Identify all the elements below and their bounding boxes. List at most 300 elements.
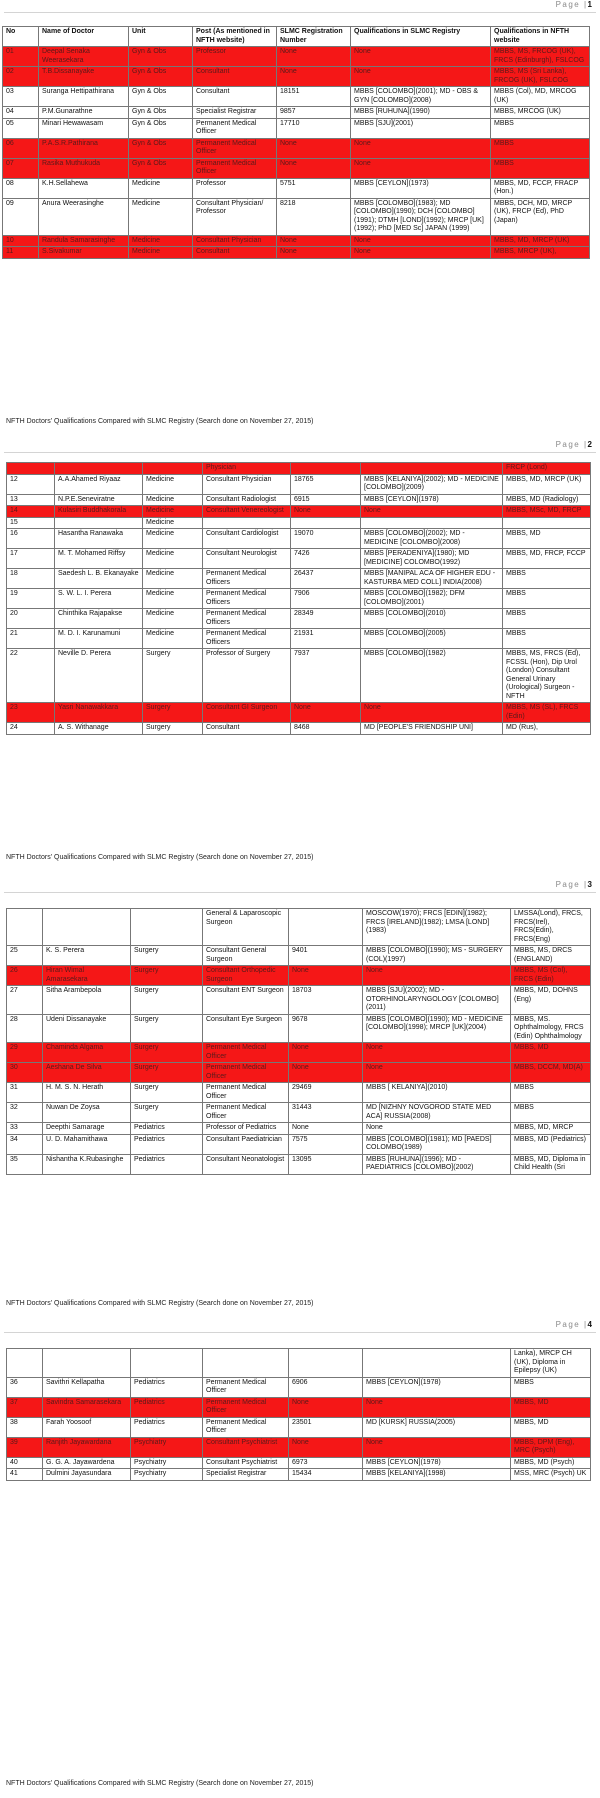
cell-no: 22 [7, 649, 55, 703]
cell-registry-qualifications [363, 1349, 511, 1378]
cell-slmc-number: 6973 [289, 1457, 363, 1469]
cell-unit: Surgery [131, 946, 203, 966]
cell-post: Permanent Medical Officer [203, 1397, 289, 1417]
cell-registry-qualifications: MBBS [COLOMBO](1983); MD [COLOMBO](1990); DCH [COLOMBO](1991); DTMH [LOND](1992); MRCP [UK](1992); PhD [MED Sc] JAPAN (1999) [351, 198, 491, 235]
cell-registry-qualifications: None [351, 158, 491, 178]
table-row-flagged [7, 1043, 591, 1063]
cell-post: Consultant Physician [193, 235, 277, 247]
cell-website-qualifications: MBBS [503, 609, 591, 629]
page-footer: NFTH Doctors' Qualifications Compared with SLMC Registry (Search done on November 27, 2015) [6, 854, 314, 861]
cell-unit: Gyn & Obs [129, 67, 193, 87]
table-row-flagged [7, 1063, 591, 1083]
cell-post: Professor of Pediatrics [203, 1123, 289, 1135]
cell-no: 38 [7, 1417, 43, 1437]
cell-slmc-number: None [289, 1397, 363, 1417]
cell-unit: Gyn & Obs [129, 87, 193, 107]
cell-doctor-name: Savindra Samarasekara [43, 1397, 131, 1417]
cell-no: 09 [3, 198, 39, 235]
table-row-flagged [3, 47, 590, 67]
cell-website-qualifications: FRCP (Lond) [503, 463, 591, 475]
cell-website-qualifications [503, 517, 591, 529]
cell-registry-qualifications: MD [KURSK] RUSSIA(2005) [363, 1417, 511, 1437]
cell-registry-qualifications: MBBS [RUHUNA](1990) [351, 107, 491, 119]
cell-post: Consultant Neurologist [203, 549, 291, 569]
table-row [7, 1377, 591, 1397]
cell-unit: Medicine [129, 247, 193, 259]
cell-registry-qualifications: None [363, 1123, 511, 1135]
cell-slmc-number: None [289, 1437, 363, 1457]
table-row-flagged [3, 158, 590, 178]
column-header-post: Post (As mentioned in NFTH website) [193, 27, 277, 47]
cell-unit: Gyn & Obs [129, 107, 193, 119]
table-row [7, 529, 591, 549]
cell-slmc-number: 7937 [291, 649, 361, 703]
cell-slmc-number: None [289, 966, 363, 986]
cell-doctor-name: T.B.Dissanayake [39, 67, 129, 87]
table-row [7, 946, 591, 966]
cell-no: 37 [7, 1397, 43, 1417]
cell-post: Specialist Registrar [203, 1469, 289, 1481]
cell-registry-qualifications [361, 517, 503, 529]
cell-website-qualifications: MBBS [491, 138, 590, 158]
cell-doctor-name: S.Sivakumar [39, 247, 129, 259]
cell-registry-qualifications: None [361, 703, 503, 723]
cell-post: Permanent Medical Officer [193, 118, 277, 138]
cell-slmc-number [291, 517, 361, 529]
cell-website-qualifications: MBBS, MRCOG (UK) [491, 107, 590, 119]
cell-no: 17 [7, 549, 55, 569]
cell-no: 27 [7, 986, 43, 1015]
cell-registry-qualifications: MBBS [CEYLON](1978) [361, 494, 503, 506]
cell-no: 01 [3, 47, 39, 67]
table-row [7, 589, 591, 609]
table-row [7, 1103, 591, 1123]
cell-unit: Medicine [143, 494, 203, 506]
cell-unit: Gyn & Obs [129, 47, 193, 67]
table-row [7, 1123, 591, 1135]
cell-unit: Medicine [143, 569, 203, 589]
cell-slmc-number: 8468 [291, 723, 361, 735]
cell-post: Permanent Medical Officer [203, 1043, 289, 1063]
cell-slmc-number: 29469 [289, 1083, 363, 1103]
cell-slmc-number: None [277, 235, 351, 247]
cell-post: General & Laparoscopic Surgeon [203, 909, 289, 946]
cell-unit: Surgery [131, 966, 203, 986]
cell-no: 41 [7, 1469, 43, 1481]
cell-unit: Surgery [131, 986, 203, 1015]
cell-registry-qualifications: MBBS [KELANIYA](1998) [363, 1469, 511, 1481]
table-row [7, 1154, 591, 1174]
doctors-table [2, 26, 590, 259]
cell-doctor-name: H. M. S. N. Herath [43, 1083, 131, 1103]
cell-no [7, 463, 55, 475]
cell-registry-qualifications: MBBS [SJU](2001) [351, 118, 491, 138]
cell-unit: Surgery [131, 1043, 203, 1063]
cell-doctor-name: Neville D. Perera [55, 649, 143, 703]
cell-website-qualifications: MBBS, DPM (Eng), MRC (Psych) [511, 1437, 591, 1457]
cell-registry-qualifications: MBBS [RUHUNA](1996); MD - PAEDIATRICS [COLOMBO](2002) [363, 1154, 511, 1174]
cell-slmc-number: None [277, 158, 351, 178]
cell-no: 12 [7, 474, 55, 494]
cell-unit: Medicine [143, 474, 203, 494]
cell-slmc-number: 18765 [291, 474, 361, 494]
cell-unit: Surgery [143, 703, 203, 723]
table-row-flagged [7, 506, 591, 518]
cell-registry-qualifications: MBBS [CEYLON](1973) [351, 178, 491, 198]
cell-post: Consultant General Surgeon [203, 946, 289, 966]
cell-unit: Psychiatry [131, 1457, 203, 1469]
cell-no: 28 [7, 1014, 43, 1043]
cell-registry-qualifications: MD [NIZHNY NOVGOROD STATE MED ACA] RUSSIA(2008) [363, 1103, 511, 1123]
cell-unit: Medicine [143, 589, 203, 609]
cell-doctor-name: K. S. Perera [43, 946, 131, 966]
page-number: Page |2 [555, 440, 592, 449]
table-row [3, 118, 590, 138]
cell-unit: Pediatrics [131, 1377, 203, 1397]
cell-website-qualifications: MSS, MRC (Psych) UK [511, 1469, 591, 1481]
cell-doctor-name: Deepal Senaka Weerasekara [39, 47, 129, 67]
cell-no: 21 [7, 629, 55, 649]
cell-registry-qualifications: MBBS [COLOMBO](2001); MD - OBS & GYN [COLOMBO](2008) [351, 87, 491, 107]
cell-slmc-number: 15434 [289, 1469, 363, 1481]
cell-no [7, 909, 43, 946]
cell-unit: Surgery [131, 1063, 203, 1083]
cell-unit: Pediatrics [131, 1417, 203, 1437]
cell-website-qualifications: MBBS [511, 1103, 591, 1123]
cell-website-qualifications: Lanka), MRCP CH (UK), Diploma in Epilepsy (UK) [511, 1349, 591, 1378]
cell-doctor-name: A.A.Ahamed Riyaaz [55, 474, 143, 494]
page-number: Page |4 [555, 1320, 592, 1329]
table-row [7, 1417, 591, 1437]
cell-registry-qualifications: MBBS [PERADENIYA](1980); MD [MEDICINE] COLOMBO(1992) [361, 549, 503, 569]
cell-no: 14 [7, 506, 55, 518]
cell-registry-qualifications: MBBS [COLOMBO](1982); DFM [COLOMBO](2001) [361, 589, 503, 609]
cell-website-qualifications: MBBS, DCCM, MD(A) [511, 1063, 591, 1083]
cell-no: 16 [7, 529, 55, 549]
cell-no: 26 [7, 966, 43, 986]
cell-unit: Psychiatry [131, 1437, 203, 1457]
table-row [7, 609, 591, 629]
cell-doctor-name: Nishantha K.Rubasinghe [43, 1154, 131, 1174]
cell-no: 03 [3, 87, 39, 107]
cell-website-qualifications: MBBS, MD, FCCP, FRACP (Hon.) [491, 178, 590, 198]
cell-registry-qualifications: None [363, 1043, 511, 1063]
table-row-flagged [3, 247, 590, 259]
cell-post: Consultant Orthopedic Surgeon [203, 966, 289, 986]
cell-registry-qualifications: MBBS [KELANIYA](2002); MD - MEDICINE [COLOMBO](2009) [361, 474, 503, 494]
cell-website-qualifications: MBBS, MD (Pediatrics) [511, 1134, 591, 1154]
cell-no: 32 [7, 1103, 43, 1123]
cell-doctor-name: Dulmini Jayasundara [43, 1469, 131, 1481]
column-header-website-qualifications: Qualifications in NFTH website [491, 27, 590, 47]
cell-unit: Medicine [143, 517, 203, 529]
cell-no: 30 [7, 1063, 43, 1083]
cell-unit: Medicine [143, 506, 203, 518]
cell-post: Consultant Paediatrician [203, 1134, 289, 1154]
cell-unit: Medicine [143, 629, 203, 649]
doctors-table [6, 908, 591, 1175]
cell-no: 20 [7, 609, 55, 629]
cell-website-qualifications: MBBS, MD [503, 529, 591, 549]
cell-post: Consultant GI Surgeon [203, 703, 291, 723]
cell-unit: Psychiatry [131, 1469, 203, 1481]
cell-website-qualifications: MBBS [503, 589, 591, 609]
cell-website-qualifications: MBBS, MD, MRCP (UK) [491, 235, 590, 247]
table-row-flagged [3, 138, 590, 158]
cell-slmc-number: 6915 [291, 494, 361, 506]
cell-registry-qualifications: None [363, 966, 511, 986]
cell-no: 11 [3, 247, 39, 259]
cell-no: 34 [7, 1134, 43, 1154]
cell-website-qualifications: MBBS, MD, FRCP, FCCP [503, 549, 591, 569]
cell-registry-qualifications: MBBS [COLOMBO](1990); MD - MEDICINE [COLOMBO](1998); MRCP [UK](2004) [363, 1014, 511, 1043]
cell-no: 35 [7, 1154, 43, 1174]
cell-post: Consultant Psychiatrist [203, 1457, 289, 1469]
page-footer: NFTH Doctors' Qualifications Compared with SLMC Registry (Search done on November 27, 2015) [6, 418, 314, 425]
cell-slmc-number: 21931 [291, 629, 361, 649]
cell-registry-qualifications: None [361, 506, 503, 518]
cell-website-qualifications: MBBS, MD (Radiology) [503, 494, 591, 506]
cell-website-qualifications: MBBS [511, 1377, 591, 1397]
cell-slmc-number [289, 1349, 363, 1378]
cell-no: 36 [7, 1377, 43, 1397]
table-row [7, 1457, 591, 1469]
table-row [7, 549, 591, 569]
cell-website-qualifications: MBBS, MS (Sri Lanka), FRCOG (UK), FSLCOG [491, 67, 590, 87]
cell-registry-qualifications: MD [PEOPLE'S FRIENDSHIP UNI] [361, 723, 503, 735]
cell-registry-qualifications: MBBS [CEYLON](1978) [363, 1377, 511, 1397]
cell-doctor-name [43, 909, 131, 946]
cell-unit [143, 463, 203, 475]
cell-slmc-number: 19070 [291, 529, 361, 549]
cell-doctor-name: S. W. L. I. Perera [55, 589, 143, 609]
header-divider [4, 12, 596, 13]
table-header-row [3, 27, 590, 47]
table-row [7, 909, 591, 946]
cell-doctor-name: Rasika Muthukuda [39, 158, 129, 178]
cell-post: Permanent Medical Officer [203, 1103, 289, 1123]
cell-post: Permanent Medical Officers [203, 629, 291, 649]
table-row [7, 723, 591, 735]
cell-no: 13 [7, 494, 55, 506]
cell-post: Physician [203, 463, 291, 475]
cell-no: 06 [3, 138, 39, 158]
cell-doctor-name: Udeni Dissanayake [43, 1014, 131, 1043]
cell-no: 18 [7, 569, 55, 589]
cell-registry-qualifications: MBBS [COLOMBO](1990); MS - SURGERY (COL)(1997) [363, 946, 511, 966]
cell-no: 02 [3, 67, 39, 87]
cell-doctor-name [43, 1349, 131, 1378]
cell-doctor-name: M. T. Mohamed Riffsy [55, 549, 143, 569]
cell-doctor-name: Chaminda Algama [43, 1043, 131, 1063]
cell-post: Consultant [193, 247, 277, 259]
cell-post: Consultant Neonatologist [203, 1154, 289, 1174]
table-row [3, 198, 590, 235]
cell-no: 10 [3, 235, 39, 247]
cell-doctor-name: N.P.E.Seneviratne [55, 494, 143, 506]
cell-slmc-number [289, 909, 363, 946]
cell-website-qualifications: MBBS, MD [511, 1417, 591, 1437]
table-row [3, 87, 590, 107]
cell-post: Consultant [203, 723, 291, 735]
page-footer: NFTH Doctors' Qualifications Compared with SLMC Registry (Search done on November 27, 2015) [6, 1300, 314, 1307]
cell-no: 25 [7, 946, 43, 966]
cell-doctor-name [55, 517, 143, 529]
table-row [7, 1469, 591, 1481]
cell-unit: Medicine [129, 235, 193, 247]
cell-website-qualifications: MBBS, MS, DRCS (ENGLAND) [511, 946, 591, 966]
cell-post: Permanent Medical Officers [203, 569, 291, 589]
cell-slmc-number: 23501 [289, 1417, 363, 1437]
cell-no: 29 [7, 1043, 43, 1063]
cell-registry-qualifications: MBBS [MANIPAL ACA OF HIGHER EDU - KASTURBA MED COLL] INDIA(2008) [361, 569, 503, 589]
cell-doctor-name [55, 463, 143, 475]
cell-post: Consultant [193, 67, 277, 87]
cell-slmc-number: 7906 [291, 589, 361, 609]
document-page-2 [0, 440, 600, 880]
cell-no: 15 [7, 517, 55, 529]
cell-doctor-name: Sitha Arambepola [43, 986, 131, 1015]
cell-no [7, 1349, 43, 1378]
column-header-unit: Unit [129, 27, 193, 47]
cell-post: Consultant Cardiologist [203, 529, 291, 549]
column-header-name: Name of Doctor [39, 27, 129, 47]
document-page-4 [0, 1320, 600, 1798]
cell-doctor-name: Hasantha Ranawaka [55, 529, 143, 549]
cell-post: Professor [193, 178, 277, 198]
cell-doctor-name: Randula Samarasinghe [39, 235, 129, 247]
cell-unit: Surgery [131, 1083, 203, 1103]
table-row-flagged [7, 1437, 591, 1457]
cell-unit: Pediatrics [131, 1154, 203, 1174]
cell-unit: Surgery [143, 649, 203, 703]
cell-slmc-number: 18703 [289, 986, 363, 1015]
page-number: Page |1 [555, 0, 592, 9]
cell-doctor-name: P.M.Gunarathne [39, 107, 129, 119]
cell-unit: Medicine [143, 529, 203, 549]
cell-no: 23 [7, 703, 55, 723]
cell-doctor-name: Saedesh L. B. Ekanayake [55, 569, 143, 589]
table-row [7, 649, 591, 703]
table-row-flagged [3, 235, 590, 247]
header-divider [4, 452, 596, 453]
table-row [7, 629, 591, 649]
header-divider [4, 1332, 596, 1333]
cell-website-qualifications: MBBS, MD, Diploma in Child Health (Sri [511, 1154, 591, 1174]
cell-slmc-number: None [277, 138, 351, 158]
cell-website-qualifications: MBBS, MS. Ophthalmology, FRCS (Edin) Ophthalmology [511, 1014, 591, 1043]
cell-post [203, 517, 291, 529]
column-header-no: No [3, 27, 39, 47]
cell-slmc-number: 26437 [291, 569, 361, 589]
page-number: Page |3 [555, 880, 592, 889]
cell-doctor-name: Farah Yoosoof [43, 1417, 131, 1437]
cell-slmc-number: 17710 [277, 118, 351, 138]
cell-website-qualifications: MBBS [503, 569, 591, 589]
cell-slmc-number: 6906 [289, 1377, 363, 1397]
cell-website-qualifications: MBBS, MS, FRCS (Ed), FCSSL (Hon), Dip Urol (London) Consultant General Urinary (Urological) Surgeon - NFTH [503, 649, 591, 703]
cell-doctor-name: Kulasiri Buddhakorala [55, 506, 143, 518]
table-row [7, 1083, 591, 1103]
cell-post: Consultant Physician [203, 474, 291, 494]
cell-doctor-name: M. D. I. Karunamuni [55, 629, 143, 649]
cell-post: Permanent Medical Officer [203, 1377, 289, 1397]
cell-no: 07 [3, 158, 39, 178]
cell-registry-qualifications: None [363, 1063, 511, 1083]
cell-no: 24 [7, 723, 55, 735]
cell-website-qualifications: MBBS (Col), MD, MRCOG (UK) [491, 87, 590, 107]
cell-slmc-number: 18151 [277, 87, 351, 107]
cell-registry-qualifications: None [363, 1397, 511, 1417]
cell-registry-qualifications: None [351, 47, 491, 67]
table-row-flagged [7, 703, 591, 723]
cell-post: Consultant Physician/ Professor [193, 198, 277, 235]
cell-unit: Medicine [129, 198, 193, 235]
cell-slmc-number: 7575 [289, 1134, 363, 1154]
cell-slmc-number: None [291, 506, 361, 518]
cell-doctor-name: Anura Weerasinghe [39, 198, 129, 235]
cell-no: 33 [7, 1123, 43, 1135]
cell-slmc-number: None [289, 1123, 363, 1135]
cell-website-qualifications: MBBS [503, 629, 591, 649]
cell-website-qualifications: MBBS [491, 158, 590, 178]
table-row-flagged [3, 67, 590, 87]
doctors-table [6, 1348, 591, 1481]
cell-post: Consultant Eye Surgeon [203, 1014, 289, 1043]
table-row [7, 1134, 591, 1154]
cell-no: 19 [7, 589, 55, 609]
cell-slmc-number: None [277, 47, 351, 67]
cell-post: Specialist Registrar [193, 107, 277, 119]
cell-post: Professor [193, 47, 277, 67]
cell-unit: Surgery [143, 723, 203, 735]
cell-website-qualifications: MBBS, MRCP (UK), [491, 247, 590, 259]
cell-unit: Surgery [131, 1014, 203, 1043]
cell-unit: Gyn & Obs [129, 138, 193, 158]
cell-website-qualifications: LMSSA(Lond), FRCS, FRCS(Irel), FRCS(Edin), FRCS(Eng) [511, 909, 591, 946]
cell-post [203, 1349, 289, 1378]
cell-post: Consultant Radiologist [203, 494, 291, 506]
cell-registry-qualifications: MBBS [CEYLON](1978) [363, 1457, 511, 1469]
table-row [3, 107, 590, 119]
doctors-table [6, 462, 591, 735]
cell-doctor-name: U. D. Mahamithawa [43, 1134, 131, 1154]
cell-doctor-name: Yasri Nanawakkara [55, 703, 143, 723]
cell-slmc-number: None [277, 67, 351, 87]
column-header-registry-qualifications: Qualifications in SLMC Registry [351, 27, 491, 47]
cell-website-qualifications: MBBS [491, 118, 590, 138]
cell-no: 08 [3, 178, 39, 198]
cell-post: Consultant ENT Surgeon [203, 986, 289, 1015]
cell-website-qualifications: MBBS, MD, MRCP (UK) [503, 474, 591, 494]
cell-no: 31 [7, 1083, 43, 1103]
cell-slmc-number: 28349 [291, 609, 361, 629]
cell-slmc-number: None [289, 1063, 363, 1083]
cell-post: Permanent Medical Officers [203, 589, 291, 609]
cell-slmc-number [291, 463, 361, 475]
cell-doctor-name: A. S. Withanage [55, 723, 143, 735]
cell-unit: Gyn & Obs [129, 118, 193, 138]
cell-doctor-name: Chinthika Rajapakse [55, 609, 143, 629]
cell-doctor-name: Aeshana De Silva [43, 1063, 131, 1083]
cell-registry-qualifications: MOSCOW(1970); FRCS [EDIN](1982); FRCS [IRELAND](1982); LMSA [LOND](1983) [363, 909, 511, 946]
cell-doctor-name: K.H.Sellahewa [39, 178, 129, 198]
table-row [7, 517, 591, 529]
cell-no: 05 [3, 118, 39, 138]
cell-doctor-name: Ranjith Jayawardana [43, 1437, 131, 1457]
cell-website-qualifications: MBBS, MD (Psych) [511, 1457, 591, 1469]
table-row [7, 986, 591, 1015]
